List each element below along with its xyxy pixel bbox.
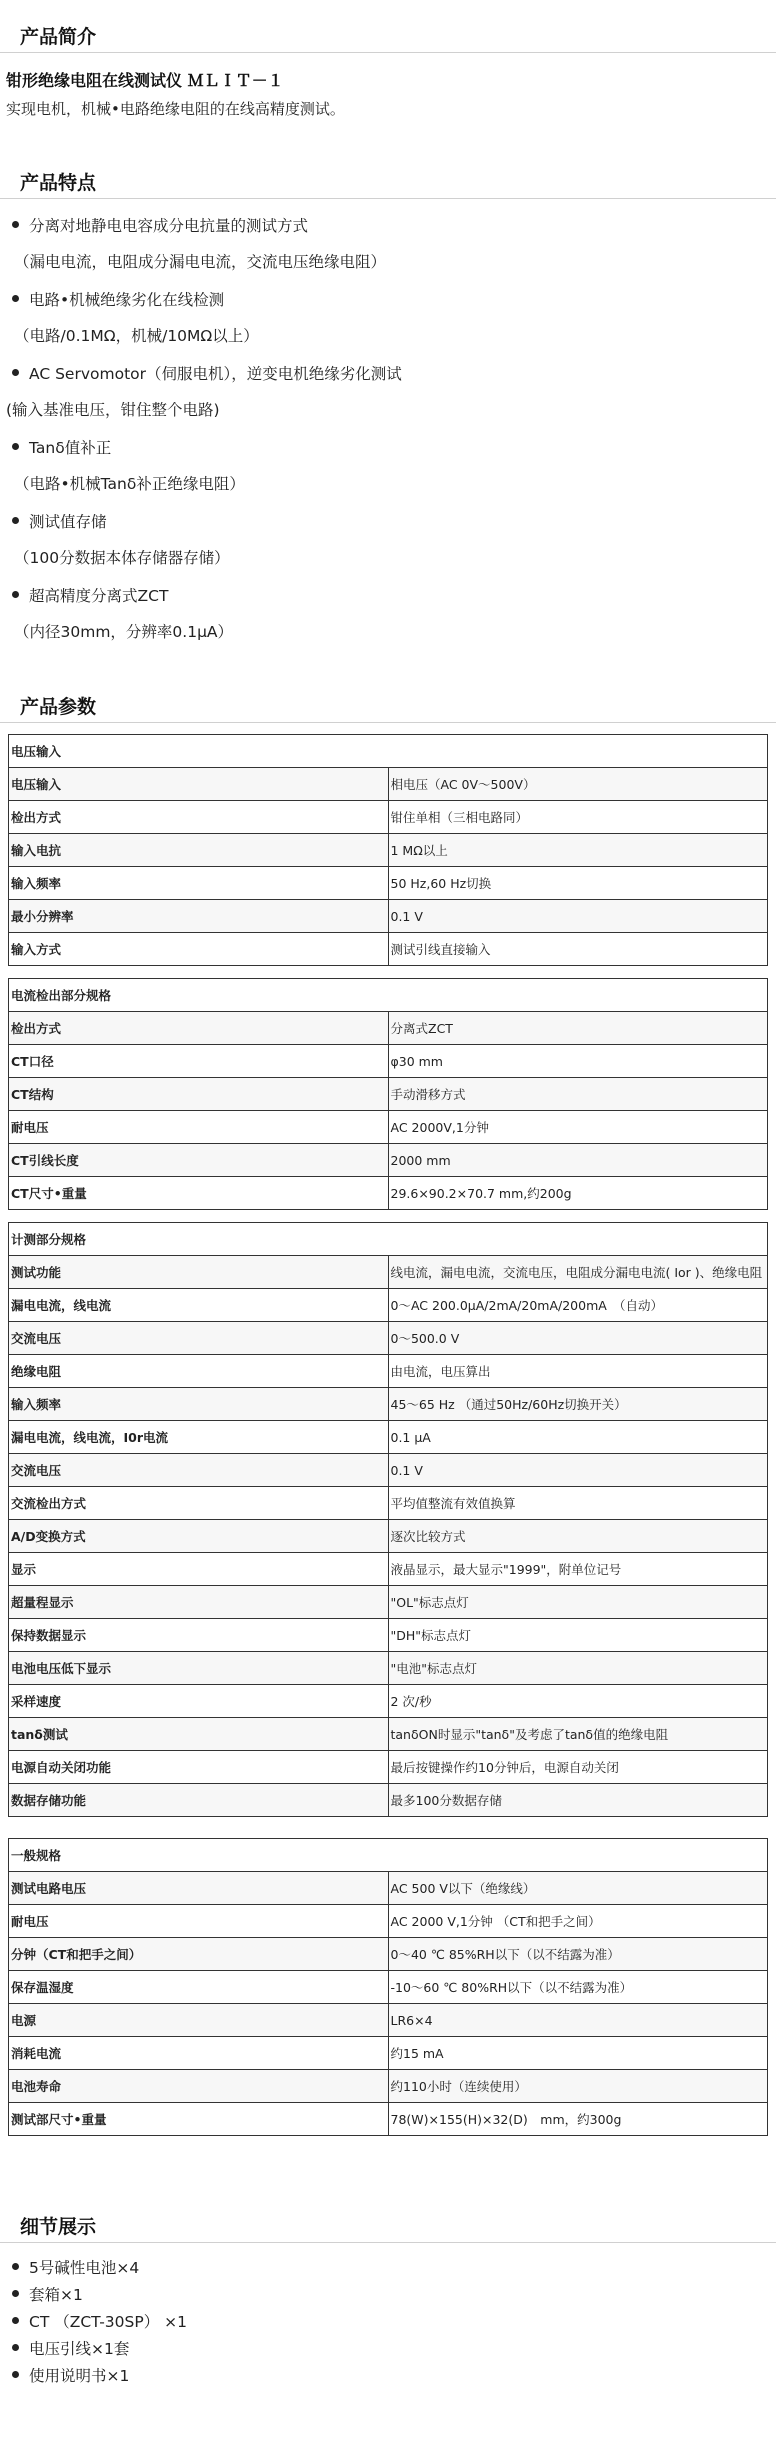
- spec-value: 手动滑移方式: [388, 1078, 768, 1111]
- spec-key: 交流检出方式: [9, 1487, 389, 1520]
- intro-section-header: [0, 14, 776, 53]
- table-row: [9, 1553, 768, 1586]
- intro-heading: 产品简介: [20, 26, 97, 48]
- accessory-label: 电压引线×1套: [29, 2340, 130, 2358]
- group-title: 计测部分规格: [9, 1223, 768, 1256]
- bullet-icon: [12, 591, 19, 598]
- spec-value: 0.1 V: [388, 900, 768, 933]
- bullet-icon: [12, 295, 19, 302]
- spec-value: 线电流，漏电电流，交流电压，电阻成分漏电电流( Ior )、绝缘电阻: [388, 1256, 768, 1289]
- accessory-label: CT （ZCT-30SP） ×1: [29, 2313, 187, 2331]
- spec-key: 漏电电流，线电流，I0r电流: [9, 1421, 389, 1454]
- spec-key: 输入频率: [9, 1388, 389, 1421]
- accessory-label: 5号碱性电池×4: [29, 2259, 140, 2277]
- spec-value: 50 Hz,60 Hz切换: [388, 867, 768, 900]
- spec-value: AC 2000 V,1分钟 （CT和把手之间）: [388, 1905, 768, 1938]
- bullet-icon: [12, 2317, 19, 2324]
- spec-value: 约15 mA: [388, 2037, 768, 2070]
- spec-key: 耐电压: [9, 1111, 389, 1144]
- table-row: [9, 1421, 768, 1454]
- spec-value: AC 2000V,1分钟: [388, 1111, 768, 1144]
- spec-key: 保持数据显示: [9, 1619, 389, 1652]
- table-row: [9, 1289, 768, 1322]
- table-row: [9, 768, 768, 801]
- feature-label: Tanδ值补正: [29, 439, 112, 457]
- spec-key: 交流电压: [9, 1322, 389, 1355]
- spec-value: 相电压（AC 0V～500V）: [388, 768, 768, 801]
- params-heading: 产品参数: [20, 696, 97, 718]
- table-row: [9, 1586, 768, 1619]
- feature-note: （内径30mm，分辨率0.1μA）: [14, 623, 234, 641]
- product-name: 钳形绝缘电阻在线测试仪 ＭＬＩＴ－１: [6, 71, 284, 90]
- spec-value: "电池"标志点灯: [388, 1652, 768, 1685]
- spec-key: 电源自动关闭功能: [9, 1751, 389, 1784]
- spec-key: 数据存储功能: [9, 1784, 389, 1817]
- spec-value: "OL"标志点灯: [388, 1586, 768, 1619]
- table-row: [9, 801, 768, 834]
- spec-value: 0～40 ℃ 85%RH以下（以不结露为准）: [388, 1938, 768, 1971]
- details-section-header: [0, 2204, 776, 2243]
- table-row: [9, 1454, 768, 1487]
- table-row: [9, 2004, 768, 2037]
- feature-note: (输入基准电压，钳住整个电路): [6, 401, 220, 419]
- spec-key: CT结构: [9, 1078, 389, 1111]
- spec-value: 液晶显示，最大显示"1999"，附单位记号: [388, 1553, 768, 1586]
- spec-value: 约110小时（连续使用）: [388, 2070, 768, 2103]
- spec-value: 最后按键操作约10分钟后，电源自动关闭: [388, 1751, 768, 1784]
- bullet-icon: [12, 221, 19, 228]
- spec-key: 显示: [9, 1553, 389, 1586]
- feature-label: 分离对地静电电容成分电抗量的测试方式: [29, 217, 309, 235]
- list-item: [12, 2337, 129, 2359]
- table-row: [9, 1971, 768, 2004]
- spec-key: CT引线长度: [9, 1144, 389, 1177]
- feature-label: 超高精度分离式ZCT: [29, 587, 169, 605]
- feature-note: （电路•机械Tanδ补正绝缘电阻）: [14, 475, 245, 493]
- spec-key: CT口径: [9, 1045, 389, 1078]
- bullet-icon: [12, 2344, 19, 2351]
- bullet-icon: [12, 369, 19, 376]
- bullet-icon: [12, 2290, 19, 2297]
- spec-value: 0.1 V: [388, 1454, 768, 1487]
- spec-key: 测试功能: [9, 1256, 389, 1289]
- feature-note: （漏电电流，电阻成分漏电电流，交流电压绝缘电阻）: [14, 253, 387, 271]
- accessory-label: 套箱×1: [29, 2286, 83, 2304]
- spec-value: 78(W)×155(H)×32(D) mm，约300g: [388, 2103, 768, 2136]
- table-row: [9, 1177, 768, 1210]
- feature-item: [12, 214, 308, 236]
- spec-value: 2000 mm: [388, 1144, 768, 1177]
- spec-value: AC 500 V以下（绝缘线）: [388, 1872, 768, 1905]
- spec-key: tanδ测试: [9, 1718, 389, 1751]
- spec-value: 2 次/秒: [388, 1685, 768, 1718]
- table-row: [9, 867, 768, 900]
- params-section-header: [0, 684, 776, 723]
- details-heading: 细节展示: [20, 2216, 97, 2238]
- table-row: [9, 834, 768, 867]
- spec-table-measurement: [8, 1222, 768, 1817]
- feature-note: （100分数据本体存储器存储）: [14, 549, 230, 567]
- spec-key: 超量程显示: [9, 1586, 389, 1619]
- spec-key: 测试部尺寸•重量: [9, 2103, 389, 2136]
- spec-value: 0～AC 200.0μA/2mA/20mA/200mA （自动）: [388, 1289, 768, 1322]
- spec-key: 交流电压: [9, 1454, 389, 1487]
- spec-key: 分钟（CT和把手之间）: [9, 1938, 389, 1971]
- spec-value: 0～500.0 V: [388, 1322, 768, 1355]
- table-row: [9, 1388, 768, 1421]
- spec-table-voltage-input: [8, 734, 768, 966]
- list-item: [12, 2256, 139, 2278]
- spec-value: "DH"标志点灯: [388, 1619, 768, 1652]
- spec-value: 45～65 Hz （通过50Hz/60Hz切换开关）: [388, 1388, 768, 1421]
- table-row: [9, 2103, 768, 2136]
- bullet-icon: [12, 517, 19, 524]
- spec-key: 输入频率: [9, 867, 389, 900]
- feature-label: 测试值存储: [29, 513, 107, 531]
- spec-table-general: [8, 1838, 768, 2136]
- table-row: [9, 1872, 768, 1905]
- spec-key: 电池寿命: [9, 2070, 389, 2103]
- table-row: [9, 2070, 768, 2103]
- table-row: [9, 1045, 768, 1078]
- feature-item: [12, 584, 168, 606]
- table-row: [9, 1718, 768, 1751]
- list-item: [12, 2364, 129, 2386]
- spec-key: 耐电压: [9, 1905, 389, 1938]
- spec-value: 0.1 μA: [388, 1421, 768, 1454]
- product-description: 实现电机，机械•电路绝缘电阻的在线高精度测试。: [6, 100, 345, 118]
- spec-key: 采样速度: [9, 1685, 389, 1718]
- table-row: [9, 1078, 768, 1111]
- feature-item: [12, 288, 224, 310]
- spec-value: tanδON时显示"tanδ"及考虑了tanδ值的绝缘电阻: [388, 1718, 768, 1751]
- table-row: [9, 1520, 768, 1553]
- spec-value: 测试引线直接输入: [388, 933, 768, 966]
- table-row: [9, 2037, 768, 2070]
- spec-key: 电源: [9, 2004, 389, 2037]
- bullet-icon: [12, 2263, 19, 2270]
- spec-key: 电池电压低下显示: [9, 1652, 389, 1685]
- table-row: [9, 900, 768, 933]
- spec-value: 29.6×90.2×70.7 mm,约200g: [388, 1177, 768, 1210]
- table-row: [9, 1751, 768, 1784]
- group-title: 电流检出部分规格: [9, 979, 768, 1012]
- spec-value: LR6×4: [388, 2004, 768, 2037]
- accessory-label: 使用说明书×1: [29, 2367, 130, 2385]
- group-title: 电压输入: [9, 735, 768, 768]
- spec-value: 由电流，电压算出: [388, 1355, 768, 1388]
- group-title: 一般规格: [9, 1839, 768, 1872]
- table-row: [9, 1111, 768, 1144]
- table-row: [9, 1487, 768, 1520]
- bullet-icon: [12, 2371, 19, 2378]
- spec-key: CT尺寸•重量: [9, 1177, 389, 1210]
- feature-label: AC Servomotor（伺服电机），逆变电机绝缘劣化测试: [29, 365, 402, 383]
- spec-key: 保存温湿度: [9, 1971, 389, 2004]
- spec-key: 测试电路电压: [9, 1872, 389, 1905]
- spec-value: 1 MΩ以上: [388, 834, 768, 867]
- spec-value: 钳住单相（三相电路同）: [388, 801, 768, 834]
- spec-key: 输入方式: [9, 933, 389, 966]
- feature-item: [12, 362, 402, 384]
- table-row: [9, 1355, 768, 1388]
- spec-key: 最小分辨率: [9, 900, 389, 933]
- table-row: [9, 1784, 768, 1817]
- table-row: [9, 1619, 768, 1652]
- list-item: [12, 2283, 83, 2305]
- spec-key: 漏电电流，线电流: [9, 1289, 389, 1322]
- list-item: [12, 2310, 187, 2332]
- table-row: [9, 1938, 768, 1971]
- table-row: [9, 1905, 768, 1938]
- spec-value: 逐次比较方式: [388, 1520, 768, 1553]
- spec-key: 检出方式: [9, 801, 389, 834]
- table-row: [9, 1322, 768, 1355]
- spec-key: 电压输入: [9, 768, 389, 801]
- feature-item: [12, 436, 111, 458]
- spec-value: 分离式ZCT: [388, 1012, 768, 1045]
- spec-key: 消耗电流: [9, 2037, 389, 2070]
- table-row: [9, 1652, 768, 1685]
- spec-value: φ30 mm: [388, 1045, 768, 1078]
- bullet-icon: [12, 443, 19, 450]
- table-row: [9, 1256, 768, 1289]
- feature-item: [12, 510, 107, 532]
- table-row: [9, 1685, 768, 1718]
- spec-value: 平均值整流有效值换算: [388, 1487, 768, 1520]
- spec-key: 输入电抗: [9, 834, 389, 867]
- spec-key: 绝缘电阻: [9, 1355, 389, 1388]
- spec-value: 最多100分数据存储: [388, 1784, 768, 1817]
- table-row: [9, 1144, 768, 1177]
- feature-note: （电路/0.1MΩ，机械/10MΩ以上）: [14, 327, 259, 345]
- feature-label: 电路•机械绝缘劣化在线检测: [29, 291, 225, 309]
- spec-value: -10～60 ℃ 80%RH以下（以不结露为准）: [388, 1971, 768, 2004]
- spec-key: 检出方式: [9, 1012, 389, 1045]
- table-row: [9, 1012, 768, 1045]
- features-section-header: [0, 160, 776, 199]
- spec-table-current-detection: [8, 978, 768, 1210]
- spec-key: A/D变换方式: [9, 1520, 389, 1553]
- table-row: [9, 933, 768, 966]
- features-heading: 产品特点: [20, 172, 97, 194]
